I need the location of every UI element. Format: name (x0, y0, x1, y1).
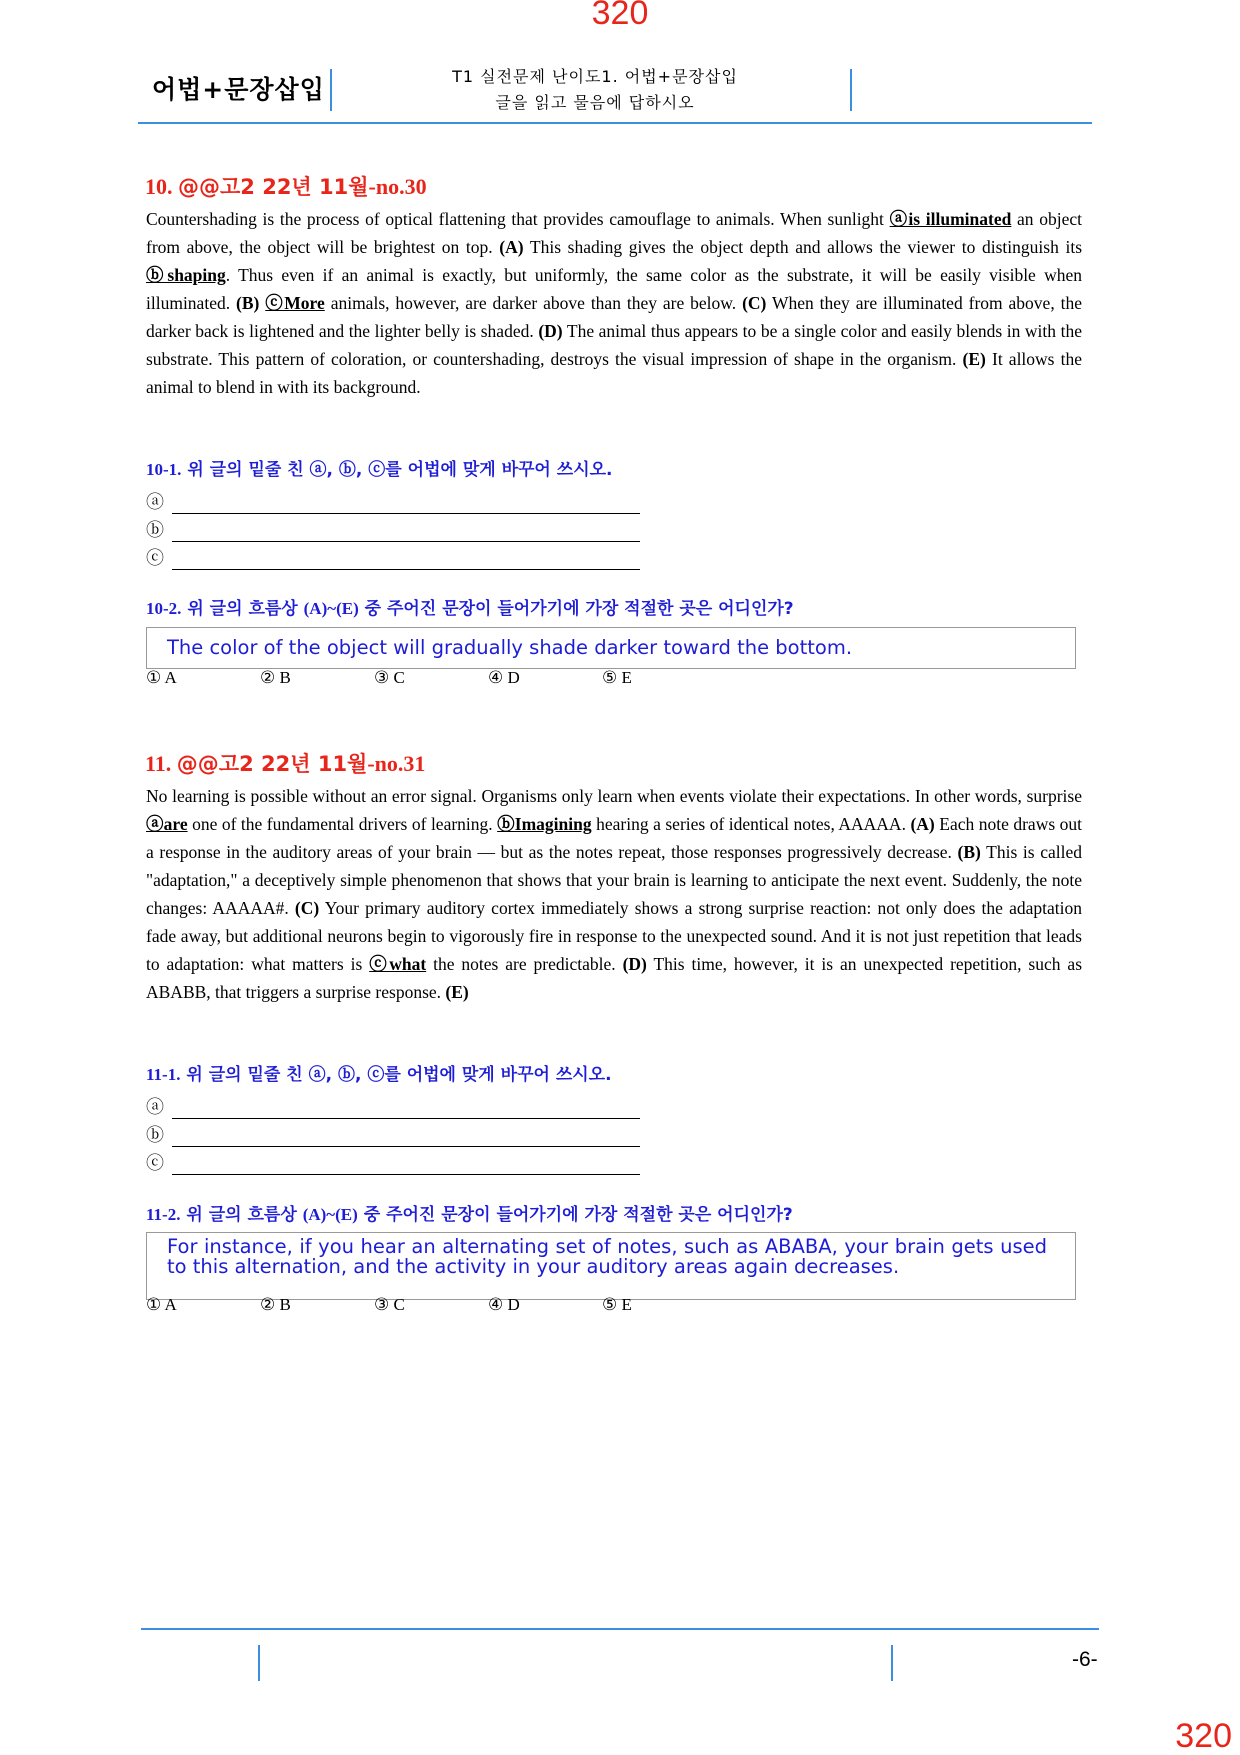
question-source: @@고2 22년 11월 (176, 752, 368, 776)
choice-2[interactable]: ② B (260, 1295, 291, 1314)
answer-line-a[interactable] (146, 1093, 640, 1119)
choice-3[interactable]: ③ C (374, 668, 405, 687)
subq-text: 위 글의 흐름상 (186, 1205, 297, 1225)
passage-text: one of the fundamental drivers of learning. (187, 814, 498, 834)
choice-2[interactable]: ② B (260, 668, 291, 687)
passage-text: The animal thus appears to be a single color and easily blends in with the substrate. This pattern of coloration, or countershading, destroys the visual impression of shape in the organism. (146, 321, 1082, 369)
insertion-marker: (B) (957, 842, 981, 862)
subq-number: 11-1. (146, 1065, 181, 1084)
choice-3[interactable]: ③ C (374, 1295, 405, 1314)
page-number-top: 320 (591, 0, 649, 32)
question-source-no: -no.30 (368, 174, 427, 199)
question-11-passage (146, 782, 1082, 1006)
answer-marker: ⓑ (146, 520, 164, 540)
underlined-target: ⓒwhat (369, 954, 427, 974)
passage-text: the notes are predictable. (426, 954, 623, 974)
subq-number: 10-2. (146, 599, 182, 618)
passage-text: an object from above, the object will be brightest on top. (146, 209, 1082, 257)
question-10-2-prompt (146, 594, 794, 619)
answer-line-a[interactable] (146, 488, 640, 514)
insertion-marker: (E) (445, 982, 469, 1002)
choice-1[interactable]: ① A (146, 668, 177, 687)
underlined-target: ⓒMore (265, 293, 325, 313)
subq-text: 중 주어진 문장이 들어가기에 가장 적절한 곳은 어디인가? (364, 599, 794, 619)
insertion-marker: (A) (910, 814, 935, 834)
question-number: 11. (145, 751, 172, 776)
subq-text: 위 글의 흐름상 (187, 599, 298, 619)
insertion-marker: (D) (538, 321, 563, 341)
answer-rule[interactable] (172, 1126, 640, 1147)
choice-1[interactable]: ① A (146, 1295, 177, 1314)
passage-text: This is called "adaptation," a deceptively simple phenomenon that shows that your brain is learning to anticipate the next event. Suddenly, the note changes: AAAAA#. (146, 842, 1083, 918)
question-10-title (145, 171, 427, 201)
insertion-marker: (D) (622, 954, 647, 974)
passage-text: It allows the animal to blend in with its background. (146, 349, 1082, 397)
insertion-marker: (B) (236, 293, 260, 313)
subq-text: 위 글의 밑줄 친 ⓐ, ⓑ, ⓒ를 어법에 맞게 바꾸어 쓰시오. (187, 460, 613, 480)
header-subtitle-line2: 글을 읽고 물음에 답하시오 (495, 93, 695, 112)
passage-text: This time, however, it is an unexpected repetition, such as ABABB, that triggers a surprise response. (146, 954, 1083, 1002)
passage-text: When they are illuminated from above, the darker back is lightened and the lighter belly is shaded. (146, 293, 1082, 341)
answer-marker: ⓑ (146, 1125, 164, 1145)
answer-line-c[interactable] (146, 544, 640, 570)
answer-rule[interactable] (172, 521, 640, 542)
question-10-1-prompt (146, 455, 613, 480)
passage-text: Your primary auditory cortex immediately shows a strong surprise reaction: not only does the adaptation fade away, but additional neurons begin to vigorously fire in response to the unexpected sound. And it is not just repetition that leads to adaptation: what matters is (146, 898, 1082, 974)
answer-marker: ⓒ (146, 1153, 164, 1173)
question-source-no: -no.31 (367, 751, 426, 776)
header-subtitle-line1: T1 실전문제 난이도1. 어법+문장삽입 (452, 67, 738, 86)
choice-4[interactable]: ④ D (488, 1295, 520, 1314)
answer-line-b[interactable] (146, 516, 640, 542)
header-rule (138, 122, 1092, 124)
question-11-2-prompt (146, 1200, 793, 1225)
answer-marker: ⓐ (146, 492, 164, 512)
passage-text: This shading gives the object depth and allows the viewer to distinguish its (523, 237, 1083, 257)
passage-text: animals, however, are darker above than they are below. (324, 293, 743, 313)
section-title: 어법+문장삽입 (152, 75, 325, 104)
passage-text: . Thus even if an animal is exactly, but uniformly, the same color as the substrate, it will be easily visible when illuminated. (146, 265, 1082, 313)
answer-rule[interactable] (172, 493, 640, 514)
page-number-bottom: 320 (1175, 1717, 1232, 1755)
subq-range: (A)~(E) (303, 599, 359, 618)
passage-text: hearing a series of identical notes, AAAAA. (591, 814, 911, 834)
footer-divider-left (258, 1645, 260, 1681)
given-sentence-box: The color of the object will gradually shade darker toward the bottom. (146, 627, 1076, 669)
question-10-choices (146, 668, 716, 688)
choice-4[interactable]: ④ D (488, 668, 520, 687)
answer-line-b[interactable] (146, 1121, 640, 1147)
answer-rule[interactable] (172, 1154, 640, 1175)
underlined-target: ⓐis illuminated (889, 209, 1012, 229)
footer-rule (141, 1628, 1099, 1630)
subq-text: 중 주어진 문장이 들어가기에 가장 적절한 곳은 어디인가? (363, 1205, 793, 1225)
subq-number: 10-1. (146, 460, 182, 479)
underlined-target: ⓑshaping (146, 265, 226, 285)
answer-rule[interactable] (172, 549, 640, 570)
subq-text: 위 글의 밑줄 친 ⓐ, ⓑ, ⓒ를 어법에 맞게 바꾸어 쓰시오. (186, 1065, 612, 1085)
question-source: @@고2 22년 11월 (178, 175, 369, 199)
footer-divider-right (891, 1645, 893, 1681)
insertion-marker: (C) (742, 293, 767, 313)
answer-marker: ⓒ (146, 548, 164, 568)
question-11-title (145, 748, 425, 778)
underlined-target: ⓑImagining (497, 814, 592, 834)
choice-5[interactable]: ⑤ E (602, 668, 632, 687)
passage-text: Each note draws out a response in the auditory areas of your brain — but as the notes repeat, those responses progressively decrease. (146, 814, 1083, 862)
question-11-1-prompt (146, 1060, 612, 1085)
choice-5[interactable]: ⑤ E (602, 1295, 632, 1314)
subq-range: (A)~(E) (302, 1205, 358, 1224)
answer-rule[interactable] (172, 1098, 640, 1119)
footer-page-number: -6- (1072, 1648, 1098, 1671)
given-sentence-box: For instance, if you hear an alternating set of notes, such as ABABA, your brain gets used to this alternation, and the activity in your auditory areas again decreases. (146, 1232, 1076, 1300)
header-subtitle (400, 64, 790, 116)
insertion-marker: (E) (962, 349, 986, 369)
underlined-target: ⓐare (146, 814, 188, 834)
header-divider-left (330, 69, 332, 111)
answer-marker: ⓐ (146, 1097, 164, 1117)
insertion-marker: (C) (294, 898, 320, 918)
header-divider-right (850, 69, 852, 111)
question-11-choices (146, 1295, 716, 1315)
passage-text: No learning is possible without an error signal. Organisms only learn when events violate their expectations. In other words, surprise (146, 786, 1082, 806)
subq-number: 11-2. (146, 1205, 181, 1224)
question-number: 10. (145, 174, 173, 199)
passage-text: Countershading is the process of optical flattening that provides camouflage to animals. When sunlight (146, 209, 890, 229)
question-10-passage (146, 205, 1082, 401)
answer-line-c[interactable] (146, 1149, 640, 1175)
insertion-marker: (A) (499, 237, 524, 257)
